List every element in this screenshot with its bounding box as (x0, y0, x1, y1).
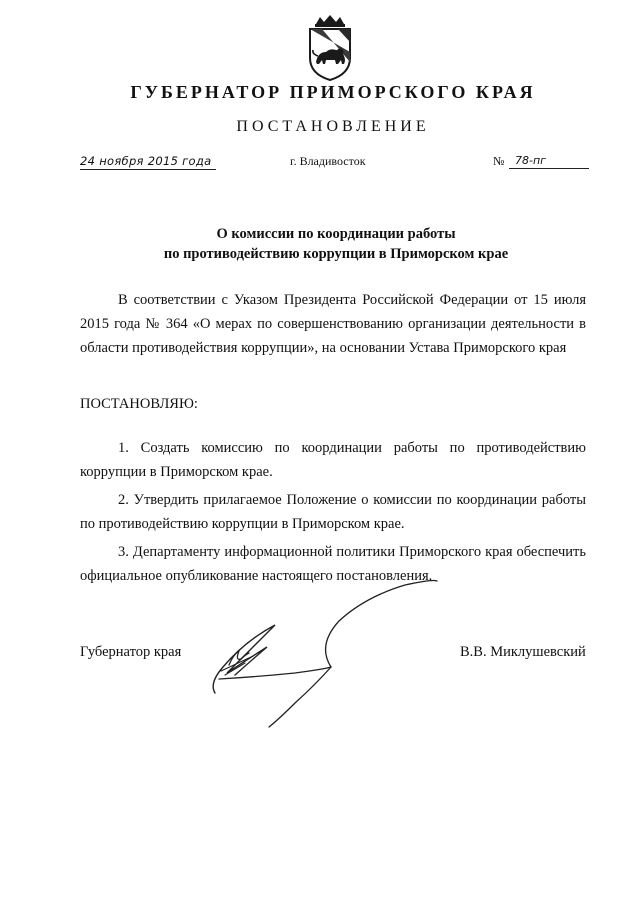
handwritten-signature-icon (205, 575, 445, 735)
resolution-item-3: 3. Департаменту информационной политики Приморского края обеспечить официальное опубликование настоящего постановления. (80, 544, 586, 584)
signatory-role: Губернатор края (80, 644, 182, 660)
number-value: 78-пг (509, 154, 589, 169)
number-label: № (493, 154, 505, 168)
resolve-heading: ПОСТАНОВЛЯЮ: (80, 396, 198, 412)
document-number (493, 154, 585, 169)
resolution-item-1: 1. Создать комиссию по координации работы по противодействию коррупции в Приморском крае. (80, 440, 586, 480)
signatory-name: В.В. Миклушевский (460, 644, 586, 660)
title-line-2: по противодействию коррупции в Приморском крае (163, 246, 509, 262)
preamble-paragraph: В соответствии с Указом Президента Российской Федерации от 15 июля 2015 года № 364 «О мерах по совершенствованию организации деятельности в области противодействия коррупции», на основании Устава Приморского края (80, 292, 586, 356)
document-place: г. Владивосток (290, 154, 366, 168)
coat-of-arms-icon (300, 14, 360, 82)
title-line-1: О комиссии по координации работы (216, 226, 456, 242)
document-type: ПОСТАНОВЛЕНИЕ (236, 118, 430, 135)
issuing-authority: ГУБЕРНАТОР ПРИМОРСКОГО КРАЯ (130, 82, 536, 102)
document-date: 24 ноября 2015 года (80, 154, 216, 170)
resolution-item-2: 2. Утвердить прилагаемое Положение о комиссии по координации работы по противодействию коррупции в Приморском крае. (80, 492, 586, 532)
document-title (16, 224, 640, 264)
